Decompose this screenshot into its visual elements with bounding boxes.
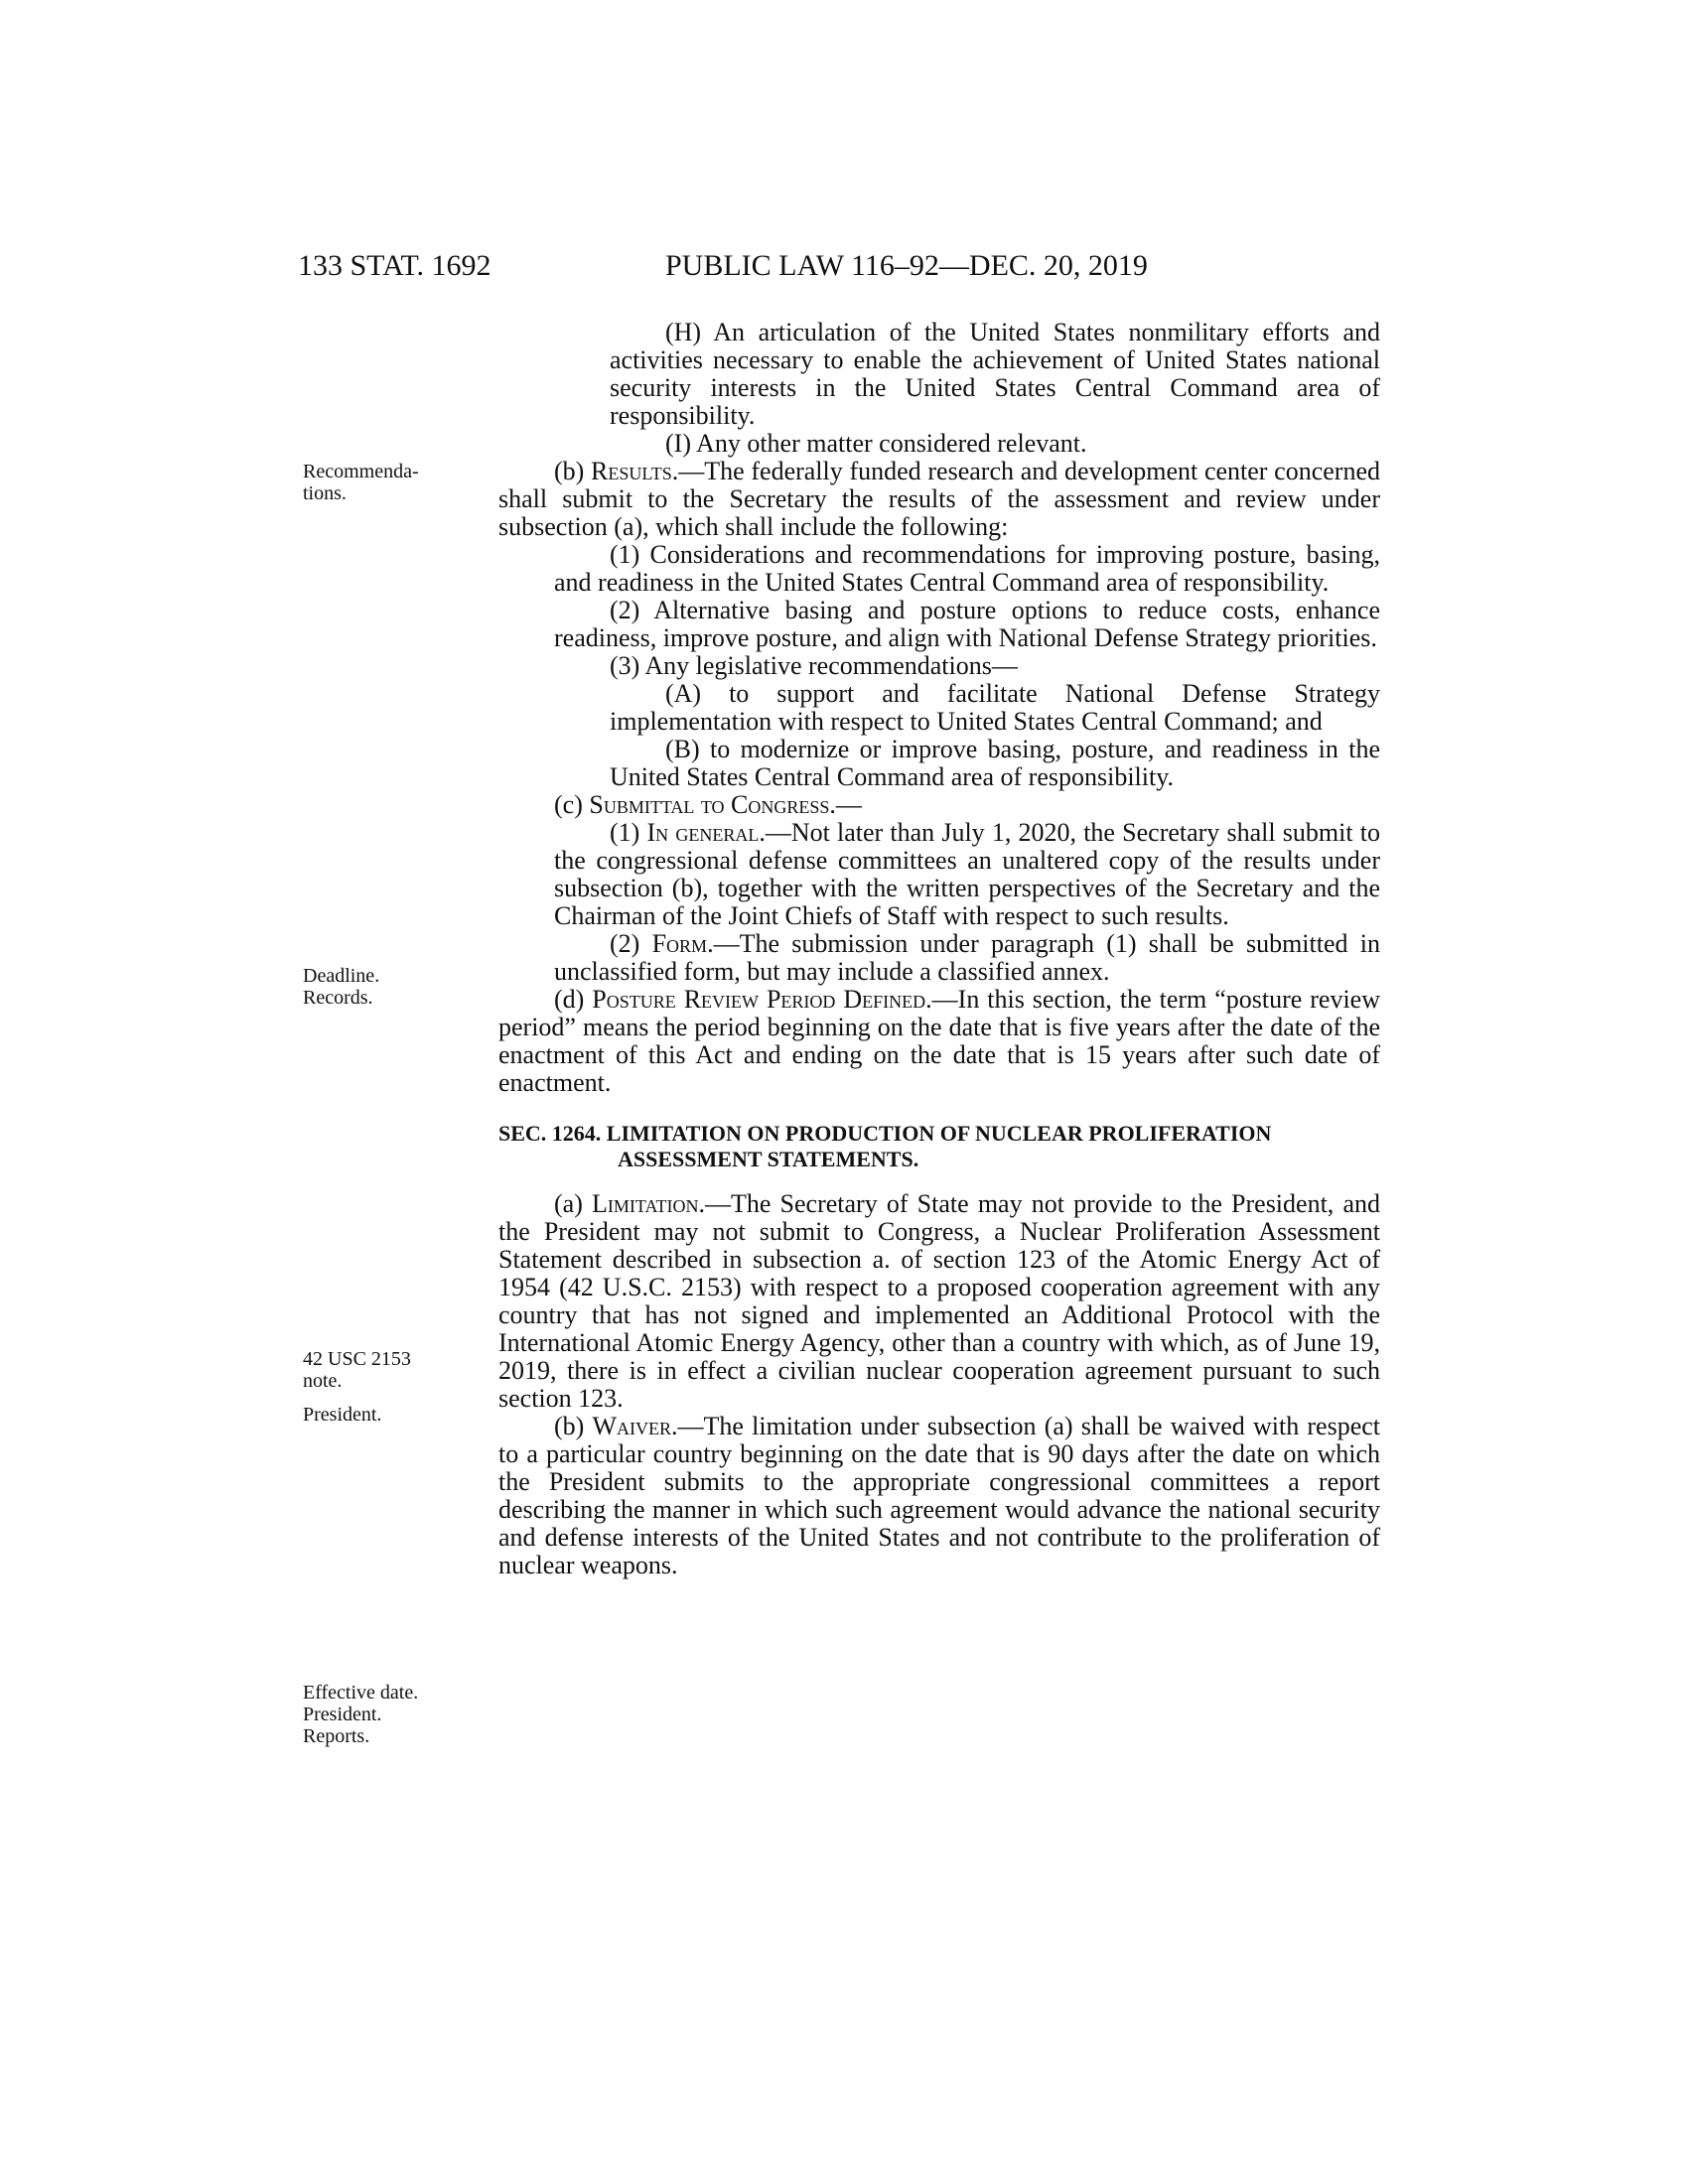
paragraph-b3: (3) Any legislative recommendations— <box>610 651 1018 680</box>
section-1264-b: (b) Waiver.—The limitation under subsection (a) shall be waived with respect to a particular country beginning on the date that is 90 days after the date on which the President submits to the appropriate congressional committees a report describing the manner in which such agreement would advance the national security and defense interests of the United States and not contribute to the proliferation of nuclear weapons. <box>498 1412 1380 1579</box>
paragraph-b3b: (B) to modernize or improve basing, posture, and readiness in the United States Central Command area of responsibility. <box>610 735 1380 791</box>
paragraph-c1: (1) In general.—Not later than July 1, 2020, the Secretary shall submit to the congressional defense committees an unaltered copy of the results under subsection (b), together with the written perspectives of the Secretary and the Chairman of the Joint Chiefs of Staff with respect to such results. <box>554 818 1380 930</box>
paragraph-b1: (1) Considerations and recommendations for improving posture, basing, and readiness in the United States Central Command area of responsibility. <box>554 540 1380 597</box>
paragraph-h: (H) An articulation of the United States nonmilitary efforts and activities necessary to enable the achievement of United States national security interests in the United States Central Command area of responsibility. <box>610 318 1380 430</box>
page-header <box>298 246 1380 286</box>
document-body <box>498 319 1380 1579</box>
margin-note-usc: 42 USC 2153 note. <box>303 1348 411 1392</box>
subsection-d: (d) Posture Review Period Defined.—In this section, the term “posture review period” means the period beginning on the date that is five years after the date of the enactment of this Act and ending on the date that is 15 years after such date of enactment. <box>498 985 1380 1097</box>
margin-note-president: President. <box>303 1404 382 1426</box>
margin-note-recommendations: Recommenda- tions. <box>303 461 419 504</box>
subsection-c-heading: (c) Submittal to Congress.— <box>554 790 862 819</box>
paragraph-b2: (2) Alternative basing and posture options to reduce costs, enhance readiness, improve posture, and align with National Defense Strategy priorities. <box>554 596 1380 652</box>
stat-citation: 133 STAT. 1692 <box>298 249 492 282</box>
paragraph-i: (I) Any other matter considered relevant. <box>665 429 1087 458</box>
running-title: PUBLIC LAW 116–92—DEC. 20, 2019 <box>665 249 1148 282</box>
paragraph-c2: (2) Form.—The submission under paragraph (1) shall be submitted in unclassified form, but may include a classified annex. <box>554 929 1380 986</box>
section-1264-heading: SEC. 1264. LIMITATION ON PRODUCTION OF NUCLEAR PROLIFERATION ASSESSMENT STATEMENTS. <box>498 1121 1272 1171</box>
margin-note-effective-date: Effective date. President. Reports. <box>303 1682 419 1747</box>
paragraph-b3a: (A) to support and facilitate National Defense Strategy implementation with respect to United States Central Command; and <box>610 679 1380 736</box>
margin-note-deadline: Deadline. Records. <box>303 965 380 1009</box>
subsection-b-results: (b) Results.—The federally funded research and development center concerned shall submit to the Secretary the results of the assessment and review under subsection (a), which shall include the following: <box>498 457 1380 541</box>
section-1264-a: (a) Limitation.—The Secretary of State may not provide to the President, and the President may not submit to Congress, a Nuclear Proliferation Assessment Statement described in subsection a. of section 123 of the Atomic Energy Act of 1954 (42 U.S.C. 2153) with respect to a proposed cooperation agreement with any country that has not signed and implemented an Additional Protocol with the International Atomic Energy Agency, other than a country with which, as of June 19, 2019, there is in effect a civilian nuclear cooperation agreement pursuant to such section 123. <box>498 1189 1381 1413</box>
